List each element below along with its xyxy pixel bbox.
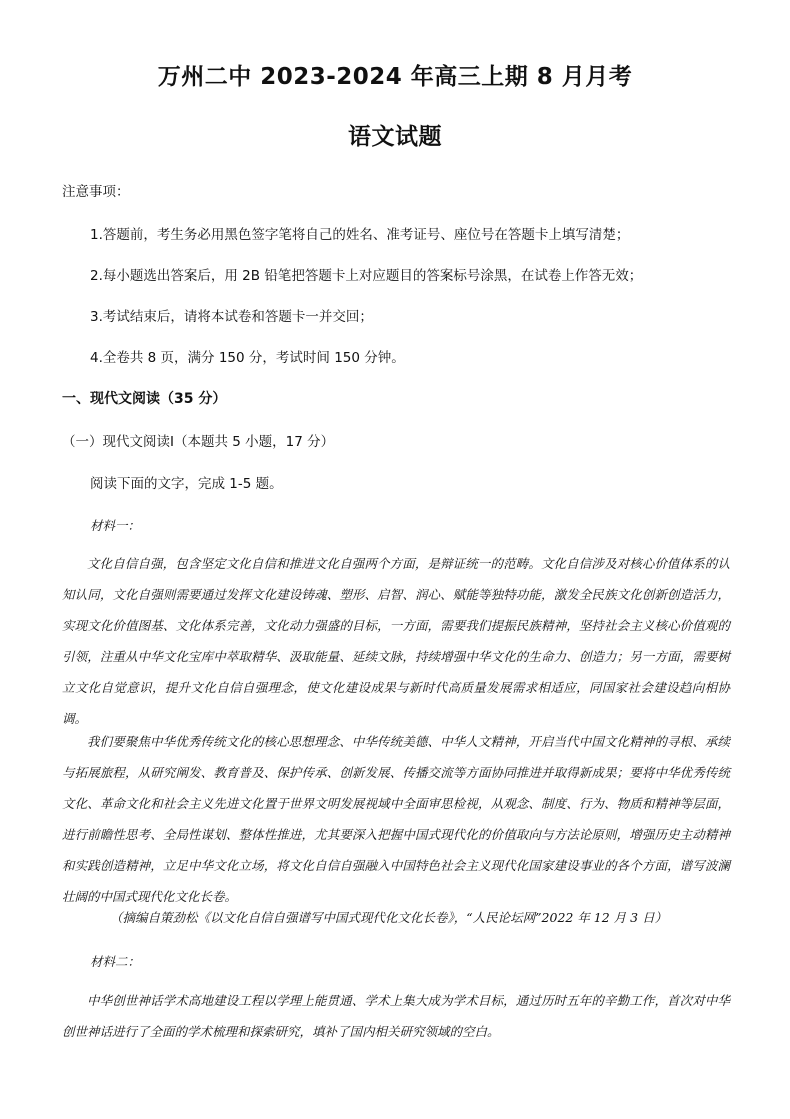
section-heading: 一、现代文阅读（35 分） [62,391,227,407]
reading-instruction: 阅读下面的文字，完成 1-5 题。 [90,476,283,492]
material-source: （摘编自策劲松《以文化自信自强谱写中国式现代化文化长卷》，“人民论坛网”2022 年 12 月 3 日） [110,910,668,925]
notice-item: 3.考试结束后，请将本试卷和答题卡一并交回； [90,309,373,325]
material-label: 材料一： [90,518,141,533]
subsection-heading: （一）现代文阅读Ⅰ（本题共 5 小题，17 分） [62,434,335,450]
notice-heading: 注意事项： [62,184,130,200]
material-paragraph: 中华创世神话学术高地建设工程以学理上能贯通、学术上集大成为学术目标，通过历时五年的辛勤工作，首次对中华创世神话进行了全面的学术梳理和探索研究，填补了国内相关研究领域的空白。 [62,993,730,1039]
exam-subtitle: 语文试题 [348,124,442,150]
material-paragraph: 文化自信自强，包含坚定文化自信和推进文化自强两个方面，是辩证统一的范畴。文化自信涉及对核心价值体系的认知认同，文化自强则需要通过发挥文化建设铸魂、塑形、启智、润心、赋能等独特功能，激发全民族文化创新创造活力，实现文化价值图基、文化体系完善，文化动力强盛的目标，一方面，需要我们提振民族精神，坚持社会主义核心价值观的引领，注重从中华文化宝库中萃取精华、汲取能量、延续文脉，持续增强中华文化的生命力、创造力；另一方面，需要树立文化自觉意识，提升文化自信自强理念，使文化建设成果与新时代高质量发展需求相适应，同国家社会建设趋向相协调。 [62,556,730,726]
notice-item: 2.每小题选出答案后，用 2B 铅笔把答题卡上对应题目的答案标号涂黑，在试卷上作答无效； [90,268,643,284]
material-label: 材料二： [90,954,141,969]
notice-item: 1.答题前，考生务必用黑色签字笔将自己的姓名、准考证号、座位号在答题卡上填写清楚； [90,227,630,243]
material-paragraph: 我们要聚焦中华优秀传统文化的核心思想理念、中华传统美德、中华人文精神，开启当代中国文化精神的寻根、承续与拓展旅程，从研究阐发、教育普及、保护传承、创新发展、传播交流等方面协同推进并取得新成果；要将中华优秀传统文化、革命文化和社会主义先进文化置于世界文明发展视域中全面审思检视，从观念、制度、行为、物质和精神等层面，进行前瞻性思考、全局性谋划、整体性推进，尤其要深入把握中国式现代化的价值取向与方法论原则，增强历史主动精神和实践创造精神，立足中华文化立场，将文化自信自强融入中国特色社会主义现代化国家建设事业的各个方面，谱写波澜壮阔的中国式现代化文化长卷。 [62,734,730,904]
exam-title: 万州二中 2023-2024 年高三上期 8 月月考 [157,64,633,90]
notice-item: 4.全卷共 8 页，满分 150 分，考试时间 150 分钟。 [90,350,405,366]
